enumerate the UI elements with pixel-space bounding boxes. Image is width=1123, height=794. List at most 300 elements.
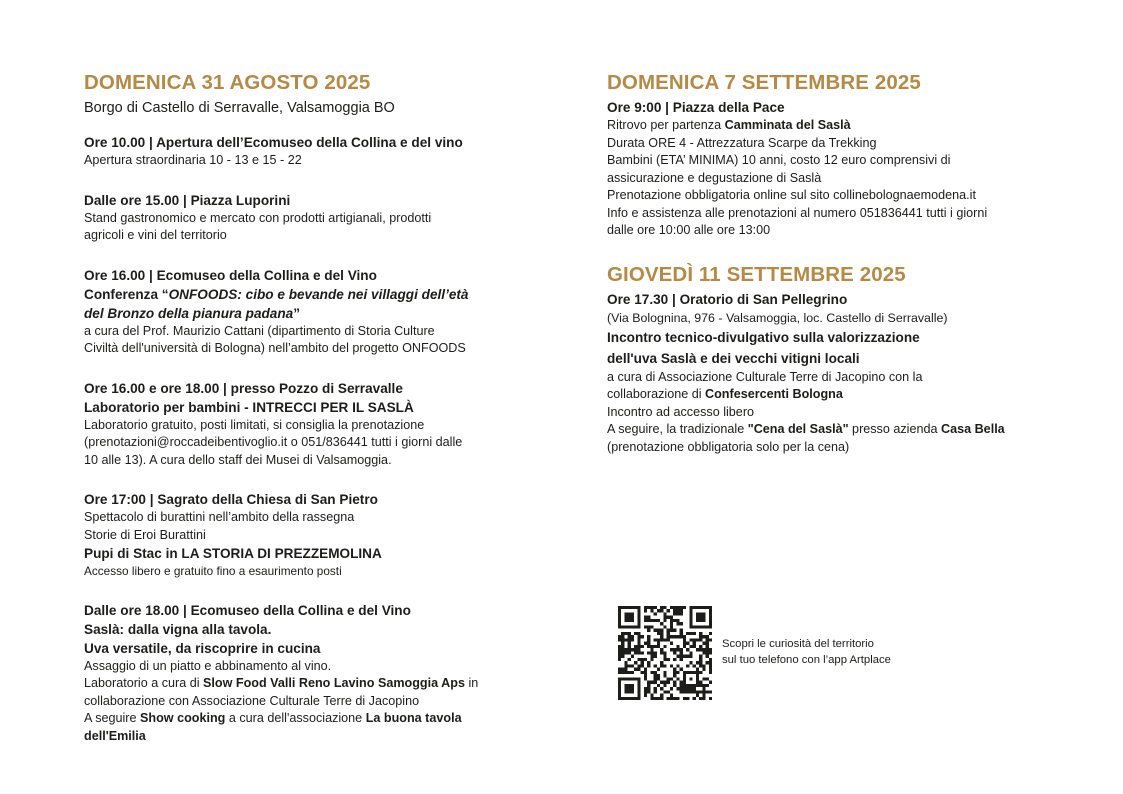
qr-module <box>667 629 670 632</box>
qr-module <box>618 648 621 651</box>
qr-module <box>644 677 647 680</box>
qr-module <box>634 648 637 651</box>
qr-module <box>709 690 712 693</box>
qr-module <box>667 658 670 661</box>
qr-module <box>699 661 702 664</box>
qr-module <box>699 655 702 658</box>
qr-module <box>706 642 709 645</box>
qr-module <box>637 664 640 667</box>
qr-module <box>693 625 696 628</box>
qr-module <box>673 668 676 671</box>
qr-module <box>637 635 640 638</box>
qr-module <box>696 674 699 677</box>
qr-module <box>641 645 644 648</box>
qr-module <box>618 655 621 658</box>
qr-module <box>660 638 663 641</box>
day-title-7-settembre: DOMENICA 7 SETTEMBRE 2025 <box>607 71 921 94</box>
qr-module <box>637 622 640 625</box>
qr-module <box>634 625 637 628</box>
qr-module <box>706 651 709 654</box>
qr-module <box>631 616 634 619</box>
qr-module <box>680 629 683 632</box>
conference-title-italic: ONFOODS: cibo e bevande nei villaggi dell’età <box>168 286 469 302</box>
qr-module <box>702 677 705 680</box>
qr-module <box>650 658 653 661</box>
qr-module <box>654 690 657 693</box>
event-subheading: Pupi di Stac in LA STORIA DI PREZZEMOLINA <box>84 546 382 561</box>
qr-module <box>654 664 657 667</box>
qr-module <box>663 619 666 622</box>
qr-module <box>680 658 683 661</box>
qr-module <box>628 671 631 674</box>
qr-module <box>641 671 644 674</box>
qr-module <box>699 612 702 615</box>
event-text: 10 alle 13). A cura dello staff dei Musei di Valsamoggia. <box>84 452 392 467</box>
qr-module <box>696 619 699 622</box>
qr-module <box>650 609 653 612</box>
qr-module <box>709 681 712 684</box>
qr-module <box>676 687 679 690</box>
qr-module <box>680 632 683 635</box>
qr-module <box>680 606 683 609</box>
qr-module <box>683 645 686 648</box>
qr-module <box>618 645 621 648</box>
qr-module <box>696 694 699 697</box>
qr-module <box>676 655 679 658</box>
qr-module <box>624 671 627 674</box>
qr-module <box>699 690 702 693</box>
qr-module <box>660 622 663 625</box>
event-heading: Dalle ore 15.00 | Piazza Luporini <box>84 192 291 208</box>
qr-module <box>618 697 621 700</box>
conference-title-italic: del Bronzo della pianura padana <box>84 305 294 321</box>
qr-module <box>683 638 686 641</box>
qr-module <box>637 677 640 680</box>
qr-module <box>676 619 679 622</box>
qr-module <box>647 642 650 645</box>
qr-module <box>637 684 640 687</box>
qr-module <box>660 629 663 632</box>
qr-module <box>628 625 631 628</box>
qr-module <box>686 648 689 651</box>
qr-module <box>624 606 627 609</box>
qr-module <box>624 651 627 654</box>
qr-module <box>702 687 705 690</box>
qr-module <box>663 690 666 693</box>
qr-caption-line: sul tuo telefono con l’app Artplace <box>722 654 891 666</box>
qr-module <box>654 638 657 641</box>
qr-module <box>689 671 692 674</box>
qr-module <box>618 658 621 661</box>
qr-module <box>673 658 676 661</box>
qr-module <box>660 632 663 635</box>
qr-module <box>702 619 705 622</box>
qr-module <box>634 651 637 654</box>
qr-module <box>693 671 696 674</box>
event-text: Civiltà dell'università di Bologna) nell’ambito del progetto ONFOODS <box>84 341 466 355</box>
text-fragment: Ritrovo per partenza <box>607 118 725 132</box>
qr-module <box>634 645 637 648</box>
qr-module <box>621 635 624 638</box>
qr-module <box>650 606 653 609</box>
qr-module <box>624 690 627 693</box>
qr-module <box>624 677 627 680</box>
qr-module <box>676 697 679 700</box>
qr-module <box>696 661 699 664</box>
qr-module <box>618 681 621 684</box>
event-subheading: dell'uva Saslà e dei vecchi vitigni locali <box>607 350 860 366</box>
qr-module <box>676 648 679 651</box>
event-incontro-tecnico <box>607 290 1062 457</box>
qr-module <box>644 690 647 693</box>
qr-module <box>663 655 666 658</box>
qr-module <box>637 612 640 615</box>
qr-module <box>634 606 637 609</box>
qr-module <box>693 632 696 635</box>
qr-module <box>647 619 650 622</box>
qr-module <box>699 625 702 628</box>
qr-module <box>670 677 673 680</box>
event-heading: Ore 16.00 e ore 18.00 | presso Pozzo di Serravalle <box>84 380 403 396</box>
event-text: (prenotazione obbligatoria solo per la cena) <box>607 439 850 454</box>
qr-module <box>637 694 640 697</box>
qr-module <box>618 651 621 654</box>
qr-module <box>628 677 631 680</box>
qr-module <box>693 687 696 690</box>
qr-module <box>693 684 696 687</box>
qr-module <box>663 625 666 628</box>
qr-module <box>644 642 647 645</box>
qr-module <box>706 661 709 664</box>
qr-module <box>680 668 683 671</box>
qr-module <box>702 635 705 638</box>
event-text: agricoli e vini del territorio <box>84 228 227 242</box>
qr-module <box>624 661 627 664</box>
qr-module <box>683 655 686 658</box>
qr-module <box>693 697 696 700</box>
qr-module <box>650 697 653 700</box>
qr-module <box>637 668 640 671</box>
qr-module <box>624 612 627 615</box>
qr-module <box>689 625 692 628</box>
qr-module <box>696 616 699 619</box>
qr-module <box>709 671 712 674</box>
qr-module <box>696 681 699 684</box>
qr-module <box>709 625 712 628</box>
qr-module <box>644 658 647 661</box>
qr-module <box>618 635 621 638</box>
qr-module <box>634 697 637 700</box>
qr-module <box>702 606 705 609</box>
left-column <box>84 70 539 745</box>
qr-module <box>670 648 673 651</box>
conference-prefix: Conferenza “ <box>84 286 169 302</box>
qr-module <box>680 684 683 687</box>
qr-module <box>699 638 702 641</box>
qr-module <box>683 635 686 638</box>
azienda-name: Casa Bella <box>940 422 1005 436</box>
qr-module <box>709 622 712 625</box>
qr-module <box>631 664 634 667</box>
qr-module <box>696 684 699 687</box>
qr-module <box>647 606 650 609</box>
qr-module <box>663 606 666 609</box>
qr-module <box>628 697 631 700</box>
qr-module <box>709 664 712 667</box>
qr-module <box>618 622 621 625</box>
qr-module <box>673 648 676 651</box>
conference-title-line2 <box>84 304 539 323</box>
qr-module <box>699 697 702 700</box>
camminata-name: Camminata del Saslà <box>724 118 851 132</box>
qr-module <box>670 616 673 619</box>
qr-code[interactable] <box>618 606 712 700</box>
qr-module <box>624 625 627 628</box>
qr-module <box>631 687 634 690</box>
qr-module <box>647 625 650 628</box>
qr-module <box>660 681 663 684</box>
qr-module <box>673 612 676 615</box>
show-cooking: Show cooking <box>140 711 226 725</box>
qr-module <box>650 625 653 628</box>
qr-module <box>709 697 712 700</box>
qr-module <box>699 606 702 609</box>
qr-module <box>618 694 621 697</box>
qr-module <box>621 668 624 671</box>
qr-module <box>644 625 647 628</box>
qr-module <box>663 671 666 674</box>
qr-module <box>686 697 689 700</box>
qr-module <box>667 677 670 680</box>
qr-module <box>628 690 631 693</box>
qr-module <box>637 609 640 612</box>
qr-module <box>680 622 683 625</box>
qr-module <box>673 674 676 677</box>
qr-module <box>628 606 631 609</box>
qr-caption-line: Scopri le curiosità del territorio <box>722 638 874 650</box>
qr-module <box>628 638 631 641</box>
qr-module <box>657 629 660 632</box>
qr-module <box>689 616 692 619</box>
qr-module <box>670 629 673 632</box>
qr-module <box>699 635 702 638</box>
qr-module <box>670 642 673 645</box>
qr-module <box>660 694 663 697</box>
qr-module <box>647 664 650 667</box>
qr-module <box>654 651 657 654</box>
qr-module <box>696 668 699 671</box>
qr-module <box>654 687 657 690</box>
qr-module <box>660 635 663 638</box>
event-text: Durata ORE 4 - Attrezzatura Scarpe da Trekking <box>607 135 877 150</box>
qr-module <box>683 681 686 684</box>
qr-module <box>624 697 627 700</box>
qr-module <box>641 635 644 638</box>
qr-module <box>621 651 624 654</box>
qr-module <box>628 684 631 687</box>
qr-module <box>680 612 683 615</box>
qr-module <box>637 697 640 700</box>
qr-module <box>647 687 650 690</box>
qr-module <box>670 622 673 625</box>
event-text: Spettacolo di burattini nell’ambito della rassegna <box>84 510 355 524</box>
qr-module <box>650 619 653 622</box>
confesercenti-name: Confesercenti Bologna <box>705 387 843 401</box>
qr-module <box>644 687 647 690</box>
qr-module <box>706 648 709 651</box>
qr-module <box>641 661 644 664</box>
qr-module <box>702 694 705 697</box>
conference-suffix: ” <box>293 305 301 321</box>
qr-module <box>663 616 666 619</box>
qr-module <box>634 661 637 664</box>
event-conferenza <box>84 266 539 358</box>
qr-module <box>663 651 666 654</box>
qr-module <box>654 655 657 658</box>
qr-module <box>647 638 650 641</box>
qr-module <box>621 697 624 700</box>
qr-module <box>706 625 709 628</box>
qr-module <box>618 619 621 622</box>
qr-module <box>670 606 673 609</box>
qr-module <box>670 687 673 690</box>
qr-module <box>650 694 653 697</box>
text-fragment: A seguire, la tradizionale <box>607 422 748 436</box>
event-text: Info e assistenza alle prenotazioni al numero 051836441 tutti i giorni <box>607 205 988 220</box>
day-title-31-agosto: DOMENICA 31 AGOSTO 2025 <box>84 71 371 94</box>
qr-module <box>686 664 689 667</box>
qr-module <box>693 664 696 667</box>
qr-module <box>657 697 660 700</box>
qr-module <box>618 690 621 693</box>
qr-module <box>689 661 692 664</box>
qr-module <box>670 664 673 667</box>
qr-module <box>654 645 657 648</box>
qr-module <box>702 668 705 671</box>
qr-module <box>624 648 627 651</box>
qr-module <box>624 632 627 635</box>
qr-module <box>673 629 676 632</box>
qr-module <box>641 658 644 661</box>
qr-module <box>624 684 627 687</box>
qr-module <box>709 612 712 615</box>
qr-module <box>709 619 712 622</box>
qr-module <box>680 655 683 658</box>
qr-module <box>618 612 621 615</box>
event-subheading: Incontro tecnico-divulgativo sulla valorizzazione <box>607 329 920 345</box>
qr-module <box>683 674 686 677</box>
qr-module <box>673 697 676 700</box>
event-address: (Via Bolognina, 976 - Valsamoggia, loc. Castello di Serravalle) <box>607 310 948 325</box>
qr-module <box>683 687 686 690</box>
event-heading: Ore 17.30 | Oratorio di San Pellegrino <box>607 291 848 307</box>
qr-module <box>624 638 627 641</box>
qr-module <box>650 655 653 658</box>
qr-module <box>618 609 621 612</box>
qr-module <box>699 648 702 651</box>
qr-module <box>650 651 653 654</box>
qr-module <box>621 606 624 609</box>
qr-module <box>628 651 631 654</box>
qr-module <box>699 684 702 687</box>
right-column <box>607 70 1062 456</box>
qr-module <box>637 648 640 651</box>
qr-module <box>699 632 702 635</box>
qr-module <box>637 658 640 661</box>
qr-module <box>699 681 702 684</box>
qr-module <box>628 648 631 651</box>
qr-module <box>689 632 692 635</box>
event-text: Bambini (ETA’ MINIMA) 10 anni, costo 12 euro comprensivi di <box>607 153 951 167</box>
qr-module <box>693 638 696 641</box>
event-text: a cura del Prof. Maurizio Cattani (dipartimento di Storia Culture <box>84 323 435 338</box>
qr-module <box>618 687 621 690</box>
qr-module <box>702 651 705 654</box>
qr-module <box>709 616 712 619</box>
text-fragment: in <box>464 676 479 690</box>
qr-module <box>647 690 650 693</box>
qr-module <box>644 609 647 612</box>
qr-module <box>621 642 624 645</box>
qr-module <box>676 609 679 612</box>
qr-module <box>680 681 683 684</box>
qr-module <box>631 677 634 680</box>
qr-module <box>647 651 650 654</box>
event-note: Accesso libero e gratuito fino a esaurimento posti <box>84 564 342 578</box>
qr-module <box>706 635 709 638</box>
qr-module <box>663 658 666 661</box>
qr-module <box>660 661 663 664</box>
slow-food-name: Slow Food Valli Reno Lavino Samoggia Aps <box>203 676 465 690</box>
qr-module <box>637 690 640 693</box>
qr-module <box>683 606 686 609</box>
qr-module <box>667 609 670 612</box>
qr-module <box>683 671 686 674</box>
qr-module <box>618 671 621 674</box>
qr-module <box>628 619 631 622</box>
qr-module <box>637 625 640 628</box>
qr-module <box>696 612 699 615</box>
qr-module <box>683 690 686 693</box>
qr-module <box>689 638 692 641</box>
event-text <box>607 117 1062 135</box>
qr-module <box>696 638 699 641</box>
qr-module <box>647 684 650 687</box>
qr-module <box>624 664 627 667</box>
qr-module <box>683 642 686 645</box>
qr-module <box>628 612 631 615</box>
qr-module <box>637 651 640 654</box>
association-name: La buona tavola <box>365 711 462 725</box>
qr-module <box>660 697 663 700</box>
qr-module <box>696 671 699 674</box>
qr-module <box>650 648 653 651</box>
qr-module <box>680 687 683 690</box>
qr-module <box>673 606 676 609</box>
qr-module <box>693 690 696 693</box>
qr-module <box>696 625 699 628</box>
qr-module <box>654 619 657 622</box>
qr-module <box>644 671 647 674</box>
location: Borgo di Castello di Serravalle, Valsamoggia BO <box>84 100 395 116</box>
qr-module <box>628 664 631 667</box>
qr-module <box>637 681 640 684</box>
qr-module <box>621 625 624 628</box>
qr-module <box>628 645 631 648</box>
qr-module <box>693 606 696 609</box>
qr-module <box>686 655 689 658</box>
qr-module <box>647 629 650 632</box>
